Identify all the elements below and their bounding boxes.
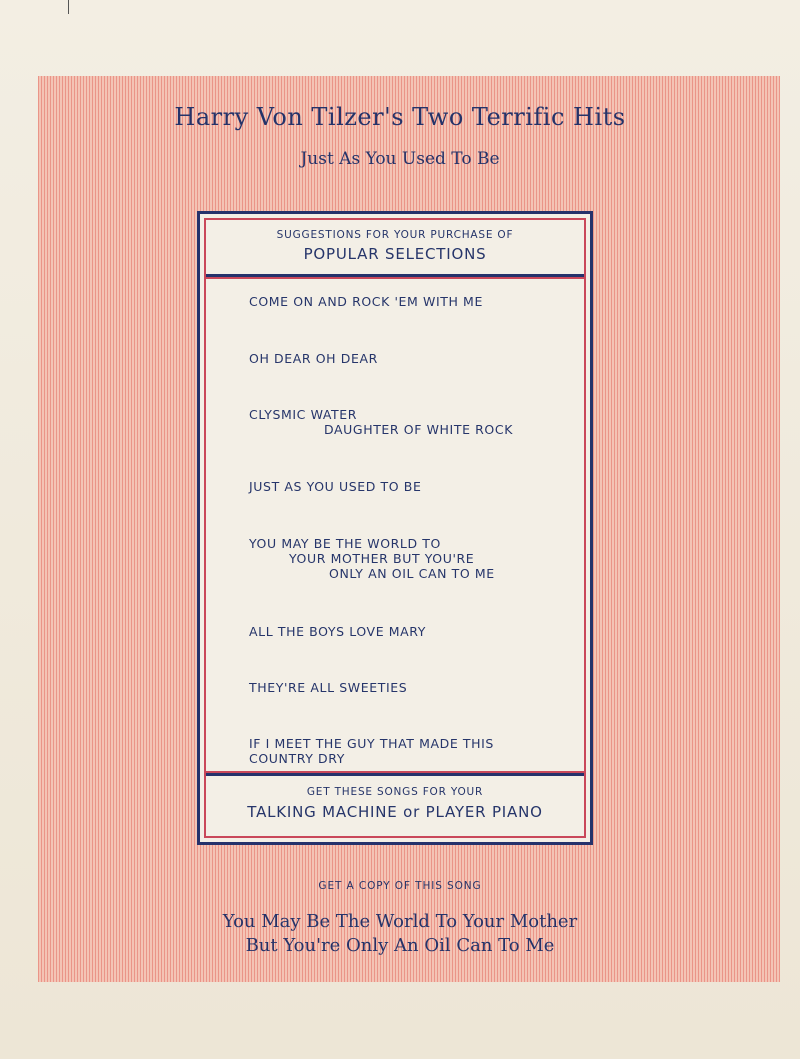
selections-header-small: SUGGESTIONS FOR YOUR PURCHASE OF — [276, 229, 514, 241]
song-line: DAUGHTER OF WHITE ROCK — [324, 422, 513, 437]
song-item — [249, 407, 513, 437]
promo-line: But You're Only An Oil Can To Me — [245, 935, 555, 956]
promo-line: You May Be The World To Your Mother — [222, 911, 578, 932]
song-item — [249, 536, 495, 581]
song-line: IF I MEET THE GUY THAT MADE THIS — [249, 736, 494, 751]
song-item — [249, 351, 378, 366]
song-line: ONLY AN OIL CAN TO ME — [329, 566, 495, 581]
song-line: THEY'RE ALL SWEETIES — [249, 680, 408, 695]
selections-header — [206, 220, 584, 277]
song-line: CLYSMIC WATER — [249, 407, 358, 422]
song-item — [249, 479, 421, 494]
song-item — [249, 294, 483, 309]
song-item — [249, 680, 407, 695]
song-line: YOUR MOTHER BUT YOU'RE — [289, 551, 475, 566]
song-item — [249, 736, 494, 766]
page-subtitle: Just As You Used To Be — [300, 149, 500, 169]
selections-footer-small: GET THESE SONGS FOR YOUR — [306, 786, 484, 798]
song-line: COME ON AND ROCK 'EM WITH ME — [249, 294, 483, 309]
song-line: ALL THE BOYS LOVE MARY — [249, 624, 427, 639]
song-item — [249, 624, 426, 639]
page-title: Harry Von Tilzer's Two Terrific Hits — [174, 103, 626, 131]
corner-mark — [68, 0, 69, 14]
song-line: JUST AS YOU USED TO BE — [249, 479, 422, 494]
song-line: OH DEAR OH DEAR — [249, 351, 378, 366]
selections-box-inner — [204, 218, 586, 838]
get-copy-label: GET A COPY OF THIS SONG — [318, 880, 482, 892]
song-line: COUNTRY DRY — [249, 751, 345, 766]
promo-song-title — [0, 910, 800, 958]
song-line: YOU MAY BE THE WORLD TO — [249, 536, 441, 551]
selections-box — [197, 211, 593, 845]
selections-header-large: POPULAR SELECTIONS — [303, 245, 487, 263]
selections-footer-large: TALKING MACHINE or PLAYER PIANO — [247, 803, 543, 821]
selections-footer — [206, 773, 584, 836]
